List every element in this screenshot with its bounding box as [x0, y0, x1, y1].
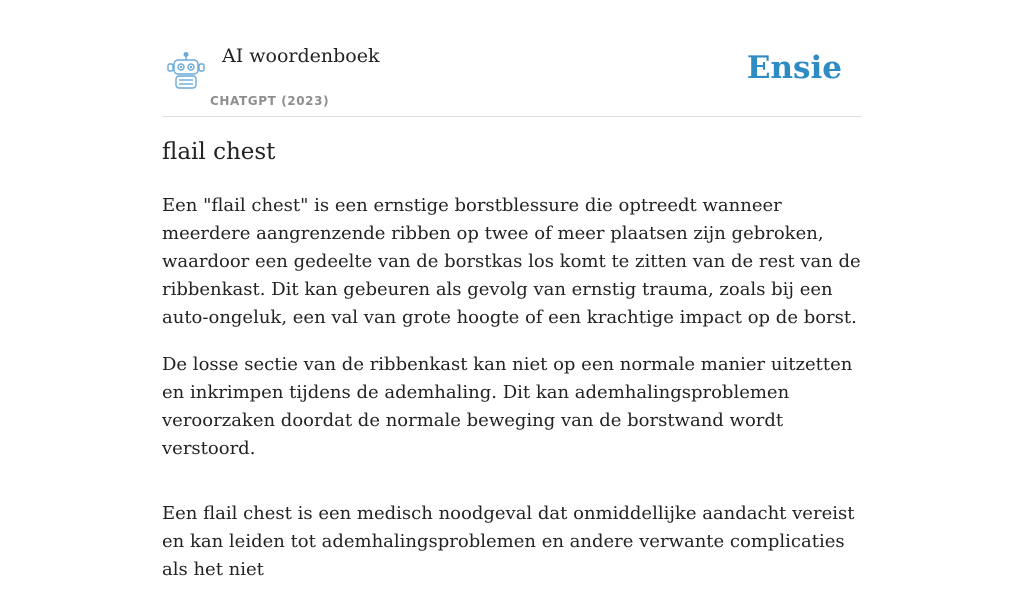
ensie-logo[interactable]: Ensie	[746, 50, 842, 86]
source-meta: CHATGPT (2023)	[210, 94, 330, 108]
entry-term: flail chest	[162, 139, 276, 165]
source-header	[162, 0, 862, 117]
definition-paragraph-3: Een flail chest is een medisch noodgeval dat onmiddellijke aandacht vereist en kan leiden tot ademhalingsproblemen en andere verwante complicaties als het niet	[162, 503, 855, 580]
entry-definition	[162, 192, 862, 603]
definition-paragraph-1: Een "flail chest" is een ernstige borstblessure die optreedt wanneer meerdere aangrenzende ribben op twee of meer plaatsen zijn gebroken, waardoor een gedeelte van de borstkas los komt te zitten van de rest van de ribbenkast. Dit kan gebeuren als gevolg van ernstig trauma, zoals bij een auto-ongeluk, een val van grote hoogte of een krachtige impact op de borst.	[162, 195, 861, 328]
robot-icon	[166, 52, 206, 90]
source-title[interactable]: AI woordenboek	[222, 45, 380, 67]
definition-paragraph-2: De losse sectie van de ribbenkast kan niet op een normale manier uitzetten en inkrimpen tijdens de ademhaling. Dit kan ademhalingsproblemen veroorzaken doordat de normale beweging van de borstwand wordt verstoord.	[162, 354, 853, 459]
